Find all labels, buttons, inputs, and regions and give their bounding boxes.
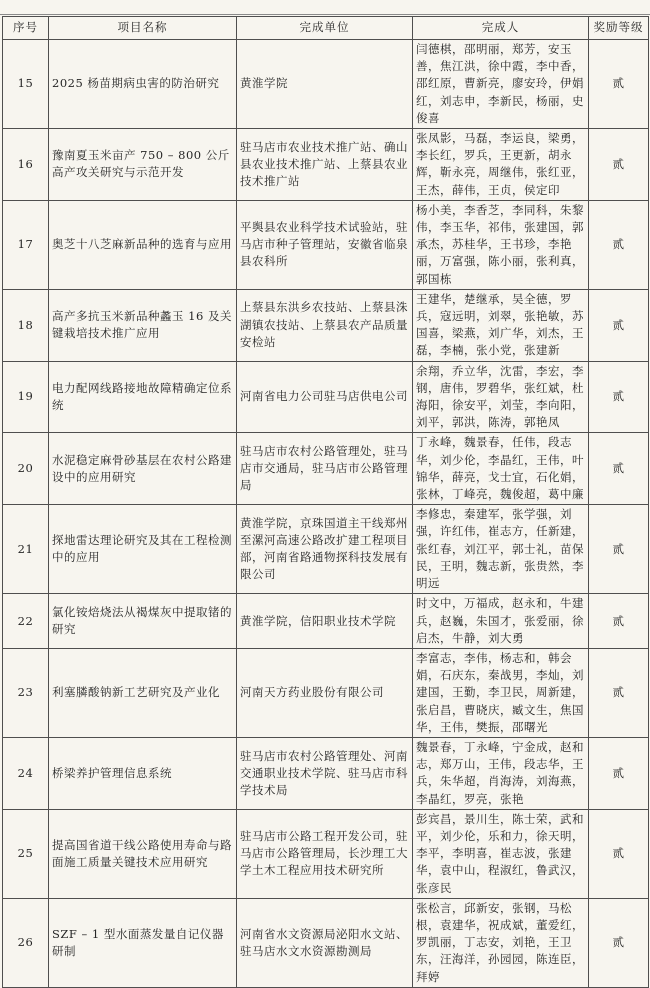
table-row: [3, 129, 649, 201]
cell-people: 时文中，万福成，赵永和，牛建兵，赵巍，朱国才，张爱丽，徐启杰，牛静，刘大勇: [413, 594, 589, 649]
cell-award: 贰: [589, 40, 649, 129]
cell-people: 王建华，楚继承，吴全德，罗兵，寇远明，刘翠，张艳敏，苏国喜，梁燕，刘广华，刘杰，王磊，李楠，张小党，张建新: [413, 289, 589, 361]
cell-people: 张松言，邱新安，张钢，马松根，袁建华，祝成斌，董爱红，罗凯丽，丁志安，刘艳，王卫东，汪海洋，孙园园，陈连臣，拜婷: [413, 898, 589, 987]
table-row: [3, 200, 649, 289]
table-row: [3, 648, 649, 737]
cell-award: 贰: [589, 737, 649, 809]
cell-award: 贰: [589, 361, 649, 433]
table-row: [3, 40, 649, 129]
cell-unit: 驻马店市公路工程开发公司，驻马店市公路管理局，长沙理工大学土木工程应用技术研究所: [237, 809, 413, 898]
cell-index: 26: [3, 898, 49, 987]
cell-award: 贰: [589, 594, 649, 649]
cell-people: 张凤影，马磊，李运良，梁勇，李长红，罗兵，王更新，胡永辉，靳永亮，周继伟，张红亚，王杰，薛伟，王贞，侯定印: [413, 129, 589, 201]
cell-people: 杨小美，李香芝，李同科，朱黎伟，李玉华，祁伟，张建国，郭承杰，苏桂华，王书珍，李艳丽，万富强，陈小丽，张利真，郭国栋: [413, 200, 589, 289]
cell-index: 18: [3, 289, 49, 361]
header-people: 完成人: [413, 17, 589, 40]
table-row: [3, 361, 649, 433]
cell-people: 余翔，乔立华，沈雷，李宏，李钢，唐伟，罗碧华，张红斌，杜海阳，徐安平，刘莹，李向阳，刘平，郭洪，陈涛，郭艳凤: [413, 361, 589, 433]
cell-index: 23: [3, 648, 49, 737]
cell-unit: 黄淮学院，信阳职业技术学院: [237, 594, 413, 649]
cell-index: 20: [3, 433, 49, 505]
cell-project-name: 2025 杨苗期病虫害的防治研究: [49, 40, 237, 129]
cell-people: 丁永峰，魏景春，任伟，段志华，刘少伦，李晶红，王伟，叶锦华，薛亮，戈士宜，石化娟，张林，丁峰亮，魏俊超，葛中廉: [413, 433, 589, 505]
cell-unit: 河南省水文资源局泌阳水文站、驻马店水文水资源勘测局: [237, 898, 413, 987]
table-row: [3, 809, 649, 898]
cell-index: 15: [3, 40, 49, 129]
header-award: 奖励等级: [589, 17, 649, 40]
cell-unit: 黄淮学院: [237, 40, 413, 129]
award-table: [2, 16, 649, 988]
cell-unit: 河南天方药业股份有限公司: [237, 648, 413, 737]
table-row: [3, 737, 649, 809]
cell-unit: 平舆县农业科学技术试验站，驻马店市种子管理站，安徽省临泉县农科所: [237, 200, 413, 289]
cell-index: 21: [3, 505, 49, 594]
cell-index: 22: [3, 594, 49, 649]
cell-index: 25: [3, 809, 49, 898]
cell-unit: 黄淮学院，京珠国道主干线郑州至漯河高速公路改扩建工程项目部，河南省路通物探科技发展有限公司: [237, 505, 413, 594]
header-project-name: 项目名称: [49, 17, 237, 40]
cell-award: 贰: [589, 648, 649, 737]
cell-unit: 河南省电力公司驻马店供电公司: [237, 361, 413, 433]
cell-project-name: 氯化铵焙烧法从褐煤灰中提取锗的研究: [49, 594, 237, 649]
table-header-row: [3, 17, 649, 40]
cell-award: 贰: [589, 289, 649, 361]
table-row: [3, 289, 649, 361]
table-body: [3, 40, 649, 988]
cell-people: 魏景春，丁永峰，宁金成，赵和志，郑万山，王伟，段志华，王兵，朱华超，肖海涛，刘海燕，李晶红，罗亮，张艳: [413, 737, 589, 809]
cell-project-name: SZF – 1 型水面蒸发量自记仪器研制: [49, 898, 237, 987]
cell-unit: 上蔡县东洪乡农技站、上蔡县洙湖镇农技站、上蔡县农产品质量安检站: [237, 289, 413, 361]
cell-project-name: 奥芝十八芝麻新品种的选育与应用: [49, 200, 237, 289]
cell-people: 李富志，李伟，杨志和，韩会娟，石庆东，秦战男，李灿，刘建国，王勤，李卫民，周新建，张启昌，曹晓庆，臧文生，焦国华，王伟，樊振，邵曙光: [413, 648, 589, 737]
cell-project-name: 电力配网线路接地故障精确定位系统: [49, 361, 237, 433]
cell-project-name: 高产多抗玉米新品种蠡玉 16 及关键栽培技术推广应用: [49, 289, 237, 361]
cell-project-name: 探地雷达理论研究及其在工程检测中的应用: [49, 505, 237, 594]
cell-index: 16: [3, 129, 49, 201]
cell-award: 贰: [589, 898, 649, 987]
cell-award: 贰: [589, 129, 649, 201]
cell-project-name: 水泥稳定麻骨砂基层在农村公路建设中的应用研究: [49, 433, 237, 505]
table-row: [3, 898, 649, 987]
cell-people: 闫德棋，邵明丽，郑芳，安玉善，焦江洪，徐中霞，李中香，邵红原，曹新亮，廖安玲，伊娟红，刘志申，李新民，杨丽，史俊喜: [413, 40, 589, 129]
cell-award: 贰: [589, 809, 649, 898]
header-index: 序号: [3, 17, 49, 40]
cell-index: 19: [3, 361, 49, 433]
cell-award: 贰: [589, 505, 649, 594]
header-unit: 完成单位: [237, 17, 413, 40]
cell-unit: 驻马店市农村公路管理处、河南交通职业技术学院、驻马店市科学技术局: [237, 737, 413, 809]
cell-project-name: 桥梁养护管理信息系统: [49, 737, 237, 809]
top-rule: [0, 14, 650, 15]
table-row: [3, 433, 649, 505]
table-row: [3, 505, 649, 594]
cell-people: 彭宾昌，景川生，陈士荣，武和平，刘少伦，乐和力，徐天明，李平，李明喜，崔志波，张建华，袁中山，程淑红，鲁武汉，张彦民: [413, 809, 589, 898]
cell-project-name: 利塞膦酸钠新工艺研究及产业化: [49, 648, 237, 737]
cell-project-name: 提高国省道干线公路使用寿命与路面施工质量关键技术应用研究: [49, 809, 237, 898]
table-row: [3, 594, 649, 649]
cell-unit: 驻马店市农业技术推广站、确山县农业技术推广站、上蔡县农业技术推广站: [237, 129, 413, 201]
cell-award: 贰: [589, 200, 649, 289]
cell-index: 24: [3, 737, 49, 809]
cell-index: 17: [3, 200, 49, 289]
cell-people: 李修忠，秦建军，张学强，刘强，许红伟，崔志方，任新建，张红春，刘江平，郭士礼，苗保民，王明，魏志新，张贵然，李明远: [413, 505, 589, 594]
cell-project-name: 豫南夏玉米亩产 750 – 800 公斤高产攻关研究与示范开发: [49, 129, 237, 201]
cell-award: 贰: [589, 433, 649, 505]
cell-unit: 驻马店市农村公路管理处，驻马店市交通局，驻马店市公路管理局: [237, 433, 413, 505]
